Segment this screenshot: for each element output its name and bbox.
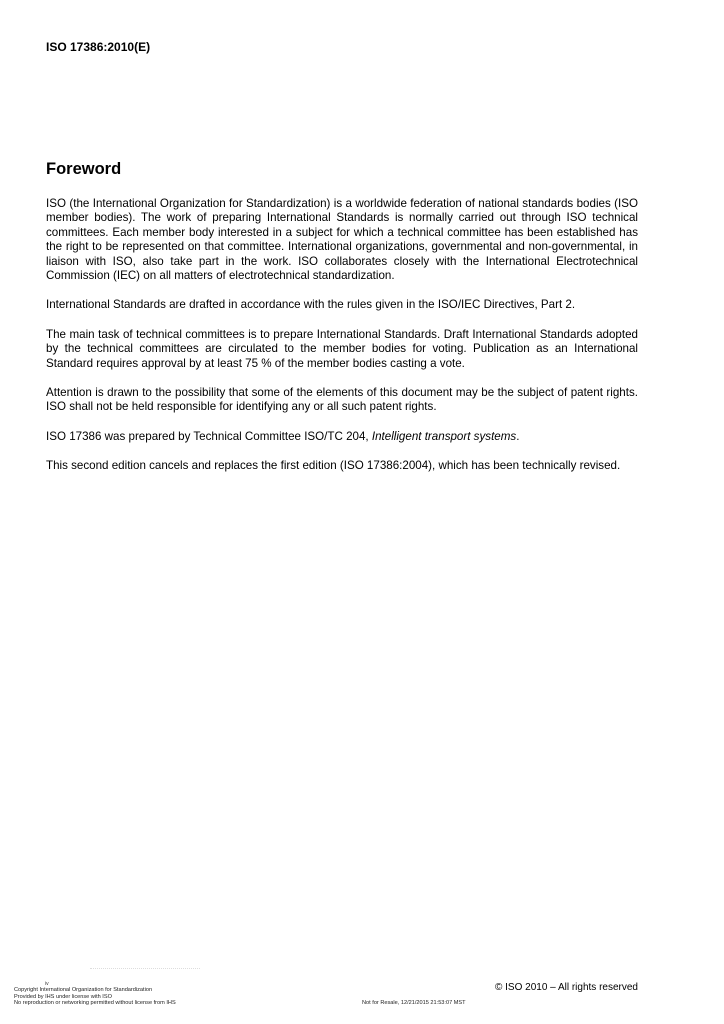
foreword-body xyxy=(46,197,638,489)
paragraph-patent-rights: Attention is drawn to the possibility that some of the elements of this document may be the subject of patent rights. ISO shall not be held responsible for identifying any or all such patent rights. xyxy=(46,386,638,414)
license-footer xyxy=(14,987,176,1007)
resale-notice: Not for Resale, 12/21/2015 21:53:07 MST xyxy=(362,1000,466,1006)
paragraph-directives: International Standards are drafted in accordance with the rules given in the ISO/IEC Directives, Part 2. xyxy=(46,298,576,312)
footer-divider xyxy=(90,968,200,969)
paragraph-technical-committees: The main task of technical committees is to prepare International Standards. Draft International Standards adopted by the technical committees are circulated to the member bodies for voting. Publication as an International Standard requires approval by at least 75 % of the member bodies casting a vote. xyxy=(46,327,638,370)
license-line-copyright: Copyright International Organization for Standardization xyxy=(14,987,153,993)
copyright-notice: © ISO 2010 – All rights reserved xyxy=(495,982,638,993)
paragraph-prepared-by xyxy=(46,430,638,444)
license-line-provided: Provided by IHS under license with ISO xyxy=(14,993,112,1000)
prepared-by-text: ISO 17386 was prepared by Technical Committee ISO/TC 204, xyxy=(46,429,372,443)
prepared-by-end: . xyxy=(516,429,520,443)
page-number: iv xyxy=(45,981,49,987)
paragraph-edition-note: This second edition cancels and replaces the first edition (ISO 17386:2004), which has been technically revised. xyxy=(46,459,621,473)
paragraph-iso-federation: ISO (the International Organization for Standardization) is a worldwide federation of national standards bodies (ISO member bodies). The work of preparing International Standards is normally carried out through ISO technical committees. Each member body interested in a subject for which a technical committee has been established has the right to be represented on that committee. International organizations, governmental and non-governmental, in liaison with ISO, also take part in the work. ISO collaborates closely with the International Electrotechnical Commission (IEC) on all matters of electrotechnical standardization. xyxy=(46,197,638,283)
foreword-heading: Foreword xyxy=(46,160,122,178)
committee-title: Intelligent transport systems xyxy=(371,429,517,443)
license-line-reproduction: No reproduction or networking permitted without license from IHS xyxy=(14,1000,176,1007)
document-id: ISO 17386:2010(E) xyxy=(46,40,151,54)
